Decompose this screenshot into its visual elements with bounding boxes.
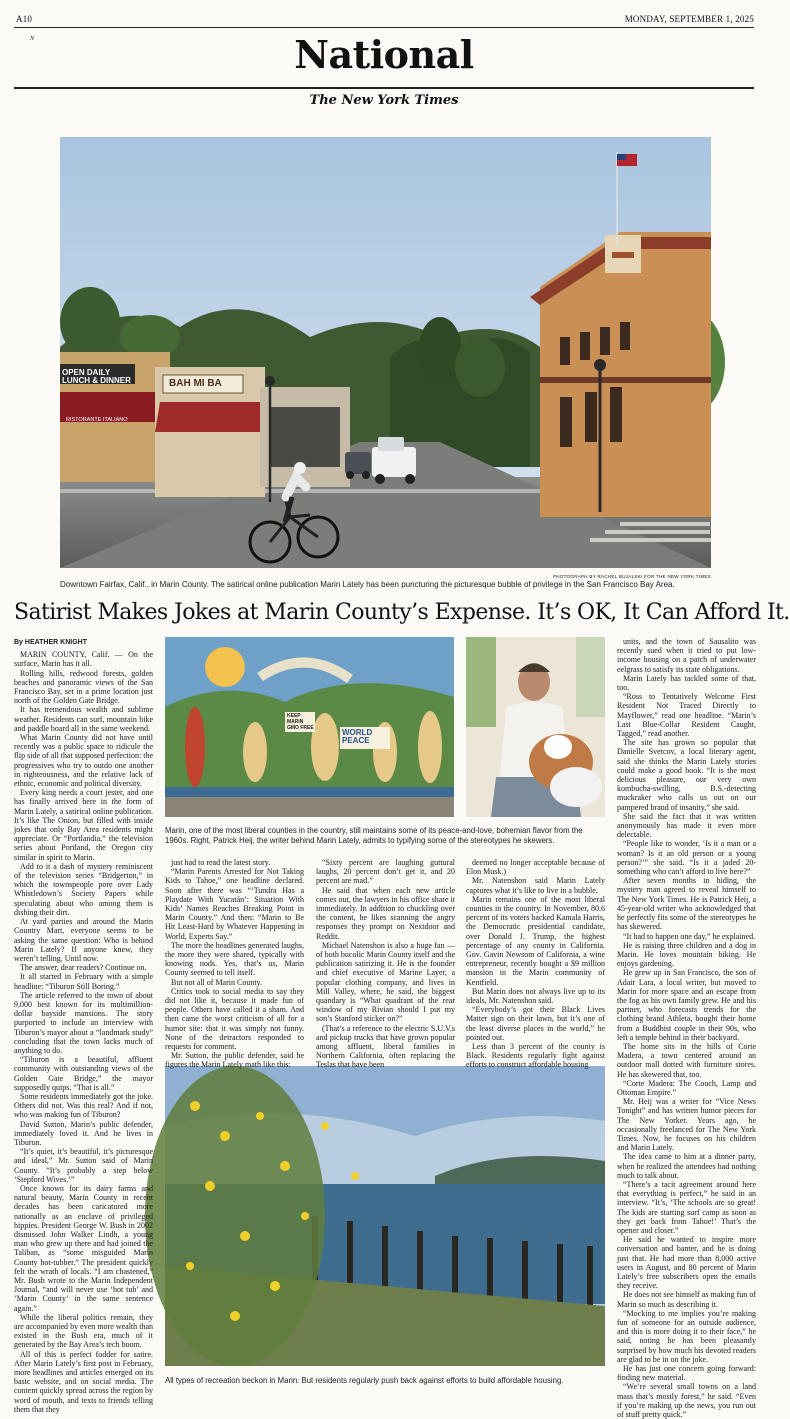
article-paragraph: He is raising three children and a dog in Marin. He loves mountain biking. He enjoys gardening. (617, 940, 756, 969)
street-scene-illustration (60, 137, 711, 568)
article-paragraph: It has tremendous wealth and sublime weather. Residents can surf, mountain bike and paddle board all in the same weekend. (14, 705, 153, 733)
nyt-logo: The New York Times (309, 93, 459, 108)
article-paragraph: It all started in February with a simple headline: “Tiburon Still Boring.” (14, 972, 153, 991)
portrait-photo-heij (466, 637, 605, 817)
article-paragraph: The site has grown so popular that Danielle Svetcov, a local literary agent, said she thinks the Marin Lately stories could make a good book. “It is the most delicious pleasure, our very own kombucha-swilling, B.S.-detecting muckraker who calls us out on our pampered brand of insanity,” she said. (617, 738, 756, 812)
top-rule (14, 27, 754, 28)
sign-lunch-dinner: LUNCH & DINNER (62, 376, 131, 385)
sign-bahn-mi: BAH MI BA (169, 378, 222, 389)
article-paragraph: The idea came to him at a dinner party, when he realized the attendees had nothing much to talk about. (617, 1152, 756, 1180)
article-paragraph: MARIN COUNTY, Calif. — On the surface, Marin has it all. (14, 650, 153, 669)
main-photo-fairfax (60, 137, 711, 568)
mural-photo (165, 637, 454, 817)
article-column-5 (617, 637, 756, 1419)
article-paragraph: But Marin does not always live up to its ideals, Mr. Natenshon said. (466, 986, 605, 1006)
portrait-illustration (466, 637, 605, 817)
article-paragraph: The more the headlines generated laughs, the more they were shared, typically with knowing nods. Yes, that’s us, Marin County seemed to tell itself. (165, 940, 304, 978)
article-paragraph: She said the fact that it was written anonymously has made it even more delectable. (617, 811, 756, 840)
article-paragraph: “There’s a tacit agreement around here that everything is perfect,” he said in an interview. “It’s, ‘The schools are so great! The kids are starting surf camp as soon as they get back from Tahoe!’ That’s the opener and closer.” (617, 1179, 756, 1235)
column-4-paragraphs (466, 858, 605, 1070)
article-paragraph: He said that when each new article comes out, the lawyers in his office share it immediately. In addition to chuckling over the content, he likes scanning the angry responses they prompt on Nextdoor and Reddit. (316, 885, 455, 941)
section-rule (14, 87, 754, 89)
article-paragraph: “Everybody’s got their Black Lives Matter sign on their lawn, but it’s one of the least diverse places in the world,” he pointed out. (466, 1005, 605, 1042)
article-paragraph: “Mocking to me implies you’re making fun of someone for an outside audience, and this is more doing it to their face,” he said, noting he has been pleasantly surprised by how much his devoted readers are glad to be in on the joke. (617, 1308, 756, 1364)
article-paragraph: Mr. Sutton, the public defender, said he figures the Marin Lately math like this: (165, 1051, 304, 1070)
article-paragraph: “People like to wonder, ‘Is it a man or a woman? Is it an old person or a young person?’” she said. “Is it a jaded 20-something who can’t afford to live here?” (617, 839, 756, 877)
column-2-paragraphs (165, 858, 304, 1070)
article-paragraph: While the liberal politics remain, they are accompanied by even more wealth than existed in the Bush era, much of it generated by the Bay Area’s tech boom. (14, 1312, 153, 1350)
bay-photo (165, 1066, 605, 1366)
article-paragraph: At yard parties and around the Marin Country Mart, everyone seems to be asking the same question: Who is behind Marin Lately? If anyone knew, they weren’t telling. Until now. (14, 917, 153, 963)
article-paragraph: Rolling hills, redwood forests, golden beaches and panoramic views of the San Francisco Bay, set in a prime location just north of the Golden Gate Bridge. (14, 668, 153, 706)
mural-sign-world-peace: WORLD PEACE (342, 728, 373, 745)
article-column-4 (466, 858, 605, 1070)
section-title: National (294, 32, 474, 77)
article-paragraph: David Sutton, Marin’s public defender, immediately loved it. And he lives in Tiburon. (14, 1119, 153, 1147)
article-paragraph: Add to it a dash of mystery reminiscent of the television series “Bridgerton,” in which the townspeople pore over Lady Whistledown’s Society Papers while speculating about who among them is dishing their dirt. (14, 861, 153, 917)
article-paragraph: “It’s quiet, it’s beautiful, it’s picturesque and ideal,” Mr. Sutton said of Marin County. “It’s probably a step below ‘Stepford Wives.’” (14, 1147, 153, 1184)
issue-date: MONDAY, SEPTEMBER 1, 2025 (624, 14, 754, 24)
article-paragraph: “We’re several small towns on a land mass that’s mostly forest,” he said. “Even if you’re making up the news, you run out of stuff pretty quick.” (617, 1382, 756, 1419)
article-paragraph: deemed no longer acceptable because of Elon Musk.) (466, 858, 605, 877)
article-paragraph: He said he wanted to inspire more conversation and banter, and he is doing just that. He had more than 8,000 active users in August, and 80 percent of Marin Lately’s free subscribers open the emails they receive. (617, 1235, 756, 1291)
sign-open-daily: OPEN DAILY (62, 368, 111, 377)
article-paragraph: “Marin Parents Arrested for Not Taking Kids to Tahoe,” one headline declared. Soon after there was “‘Tundra Has a Playdate With Yucatán’: Situation With Kids’ Names Reaches Breaking Point in Marin County.” And then: “Marin to Be Hit Least-Hard by Whatever Happening in World, Experts Say.” (165, 867, 304, 941)
sign-ristorante: RISTORANTE ITALIANO (66, 417, 128, 423)
article-paragraph: just had to read the latest story. (171, 858, 271, 867)
article-paragraph: units, and the town of Sausalito was recently sued when it tried to put low-income housing on a patch of underwater eelgrass to satisfy its state obligations. (617, 637, 756, 674)
article-paragraph: Michael Natenshon is also a huge fan — of both bucolic Marin County itself and the publication satirizing it. He is the founder and chief executive of Marine Layer, a popular clothing company, and lives in Mill Valley, where, he said, the biggest quandary is “What quadrant of the rear window of my Rivian should I put my son’s Stanford sticker on?” (316, 940, 455, 1024)
article-paragraph: He does not see himself as making fun of Marin so much as describing it. (617, 1290, 756, 1309)
article-paragraph: Mr. Heij was a writer for “Vice News Tonight” and has written humor pieces for The New Yorker. Years ago, he occasionally freelanced for The New York Times. Now, he focuses on his children and Marin Lately. (617, 1097, 756, 1153)
article-column-1 (14, 638, 153, 1414)
article-paragraph: The home sits in the hills of Corte Madera, a town centered around an outdoor mall dotted with furniture stores. He has skewered that, too. (617, 1041, 756, 1079)
article-paragraph: He grew up in San Francisco, the son of Adair Lara, a local writer, but moved to Marin for more space and an escape from the fog as his own family grew. He and his partner, who forecasts trends for the clothing brand Athleta, bought their home from a Buddhist couple in their 90s, who left a temple behind in their backyard. (617, 968, 756, 1042)
column-3-paragraphs (316, 858, 455, 1070)
bay-photo-caption: All types of recreation beckon in Marin. But residents regularly push back against efforts to build affordable housing. (165, 1376, 564, 1385)
article-paragraph: (That’s a reference to the electric S.U.V.s and pickup trucks that have grown popular among affluent, liberal families in Northern California, often replacing the Teslas that have been (316, 1023, 455, 1070)
column-1-paragraphs (14, 650, 153, 1414)
mural-caption: Marin, one of the most liberal counties in the country, still maintains some of its peace-and-love, bohemian flavor from the 1960s. Right, Patrick Heij, the writer behind Marin Lately, admits to typifying some of the stereotypes he skewers. (165, 826, 583, 845)
article-paragraph: “It had to happen one day,” he explained. (623, 931, 756, 941)
article-paragraph: “Tiburon is a beautiful, affluent community with outstanding views of the Golden Gate Bridge,” the mayor supposedly quips. “That is all.” (14, 1055, 153, 1092)
article-paragraph: Marin Lately has tackled some of that, too. (617, 673, 756, 693)
article-paragraph: Less than 3 percent of the county is Black. Residents regularly fight against efforts to construct affordable housing (466, 1042, 605, 1070)
article-paragraph: “Ross to Tentatively Welcome First Resident Not Traced Directly to Mayflower,” read one headline. “Marin’s Last Blue-Collar Resident Caught, Tagged,” read another. (617, 692, 756, 739)
column-5-paragraphs (617, 637, 756, 1419)
article-paragraph: Once known for its dairy farms and natural beauty, Marin County in recent decades has been caricatured more nationally as an enclave of privileged hippies. President George W. Bush in 2002 dismissed John Walker Lindh, a young man who grew up there and had joined the Taliban, as “some misguided Marin County hot-tubber.” The president quickly felt the wrath of locals. “I am chastened,” Mr. Bush wrote to the Marin Independent Journal, “and will never use ‘hot tub’ and ‘Marin County’ in the same sentence again.” (14, 1183, 153, 1313)
page-number: A10 (16, 14, 33, 24)
article-paragraph: Marin remains one of the most liberal counties in the country. In November, 80.6 percent of its voters backed Kamala Harris, the Democratic presidential candidate, over Donald J. Trump, the highest percentage of any county in California. Gov. Gavin Newsom of California, a wine entrepreneur, recently bought a $9 million mansion in the Marin community of Kentfield. (466, 894, 605, 987)
byline: By HEATHER KNIGHT (14, 639, 87, 646)
photo-credit: PHOTOGRAPH BY RACHEL BUJALSKI FOR THE NEW YORK TIMES (552, 574, 711, 579)
article-paragraph: He has just one concern going forward: finding new material. (617, 1364, 756, 1383)
article-paragraph: But not all of Marin County. (171, 977, 263, 987)
article-paragraph: The article referred to the town of about 9,000 best known for its multimillion-dollar bayside mansions. The story purported to include an interview with Tiburon’s mayor about a “landmark study” concluding that the town lacks much of anything to do. (14, 990, 153, 1055)
article-paragraph: Every king needs a court jester, and one has finally arrived here in the form of Marin Lately, a satirical online publication. It’s like The Onion, but filled with inside jokes that only Bay Area residents might appreciate. Or “Portlandia,” the television series about Portland, the Oregon city similar in spirit to Marin. (14, 788, 153, 862)
bay-illustration (165, 1066, 605, 1366)
article-paragraph: The answer, dear readers? Continue on. (20, 963, 147, 973)
article-column-3 (316, 858, 455, 1070)
edition-marker: N (30, 36, 35, 42)
article-headline: Satirist Makes Jokes at Marin County’s Expense. It’s OK, It Can Afford It. (14, 600, 790, 625)
article-paragraph: Critics took to social media to say they did not like it, because it made fun of people. Others have called it a sham. And then came the worst criticism of all for a humor site: that it was simply not funny. None of the detractors responded to requests for comment. (165, 986, 304, 1052)
article-paragraph: Some residents immediately got the joke. Others did not. Was this real? And if not, who was making fun of Tiburon? (14, 1091, 153, 1120)
article-column-2 (165, 858, 304, 1070)
article-paragraph: What Marin County did not have until recently was a public space to ridicule the flip side of all that supposed perfection: the progressives who try to outdo one another in righteousness, and the relative lack of ethnic, economic and political diversity. (14, 733, 153, 789)
article-paragraph: All of this is perfect fodder for satire. After Marin Lately’s first post in February, more headlines and articles emerged on its basic website, and on social media. The content quickly spread across the region by word of mouth, and texts to friends telling them that they (14, 1349, 153, 1414)
article-paragraph: “Sixty percent are laughing guttural laughs, 20 percent don’t get it, and 20 percent are mad.” (316, 858, 455, 886)
article-paragraph: Mr. Natenshon said Marin Lately captures what it’s like to live in a bubble. (466, 876, 605, 895)
article-paragraph: “Corte Madera: The Couch, Lamp and Ottoman Empire.” (617, 1078, 756, 1097)
article-paragraph: After seven months in hiding, the mystery man agreed to reveal himself to The New York Times. He is Patrick Heij, a 45-year-old writer who acknowledged that he perfectly fits some of the stereotypes he has skewered. (617, 876, 756, 932)
main-photo-caption: Downtown Fairfax, Calif., in Marin County. The satirical online publication Marin Lately has been puncturing the picturesque bubble of privilege in the San Francisco Bay Area. (60, 580, 675, 589)
mural-sign-keep-marin: KEEP MARIN GMO FREE (287, 713, 314, 731)
